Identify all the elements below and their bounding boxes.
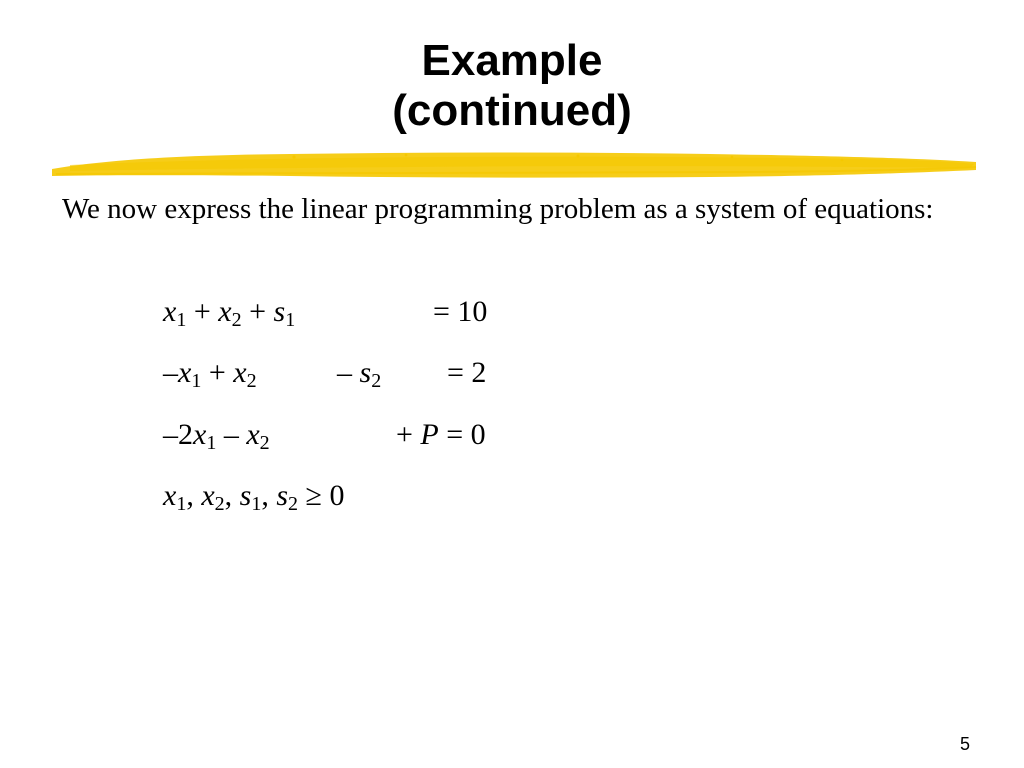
equation-2-mid: – $s_2$	[337, 356, 382, 392]
title-underline-brushstroke	[50, 148, 978, 186]
math-variable: s	[273, 295, 286, 328]
math-variable: x	[163, 479, 177, 512]
intro-text: We now express the linear programming problem as a system of equations:	[62, 193, 934, 225]
math-subscript: 1	[251, 493, 262, 515]
equation-1-rhs: = 10	[433, 295, 488, 328]
math-variable: s	[276, 479, 289, 512]
math-subscript: 2	[231, 309, 242, 331]
math-subscript: 2	[371, 370, 382, 392]
math-subscript: 1	[176, 309, 187, 331]
equation-2-rhs: = 2	[447, 356, 487, 389]
slide-title-line-1: Example	[421, 36, 603, 85]
equation-3-rhs: + P = 0	[396, 418, 486, 451]
math-variable: x	[178, 356, 192, 389]
math-subscript: 2	[246, 370, 257, 392]
math-subscript: 1	[285, 309, 296, 331]
math-variable: x	[218, 295, 232, 328]
page-number: 5	[959, 734, 970, 754]
equation-2-lhs: $-x_1 + x_2$	[163, 356, 257, 392]
math-subscript: 1	[191, 370, 202, 392]
math-variable: P	[420, 418, 439, 451]
math-subscript: 1	[176, 493, 187, 515]
math-subscript: 2	[288, 493, 299, 515]
math-variable: s	[359, 356, 372, 389]
math-variable: x	[193, 418, 207, 451]
math-variable: x	[246, 418, 260, 451]
math-subscript: 1	[206, 432, 217, 454]
equation-2	[163, 353, 563, 393]
math-variable: x	[233, 356, 247, 389]
nonnegativity-constraint	[163, 476, 563, 516]
equation-1	[163, 292, 563, 332]
math-variable: x	[163, 295, 177, 328]
math-variable: x	[201, 479, 215, 512]
math-subscript: 2	[259, 432, 270, 454]
slide-title	[0, 36, 1024, 136]
equation-3-lhs: $-2x_1 - x_2$	[163, 418, 270, 454]
math-variable: s	[239, 479, 252, 512]
slide-title-line-2: (continued)	[392, 86, 632, 135]
equation-3	[163, 415, 563, 455]
math-subscript: 2	[214, 493, 225, 515]
equation-1-lhs: $x_1 + x_2 + s_1$	[163, 295, 296, 331]
nonnegativity-expression: $x_1$, $x_2$, $s_1$, $s_2 \ge 0$	[163, 479, 345, 515]
